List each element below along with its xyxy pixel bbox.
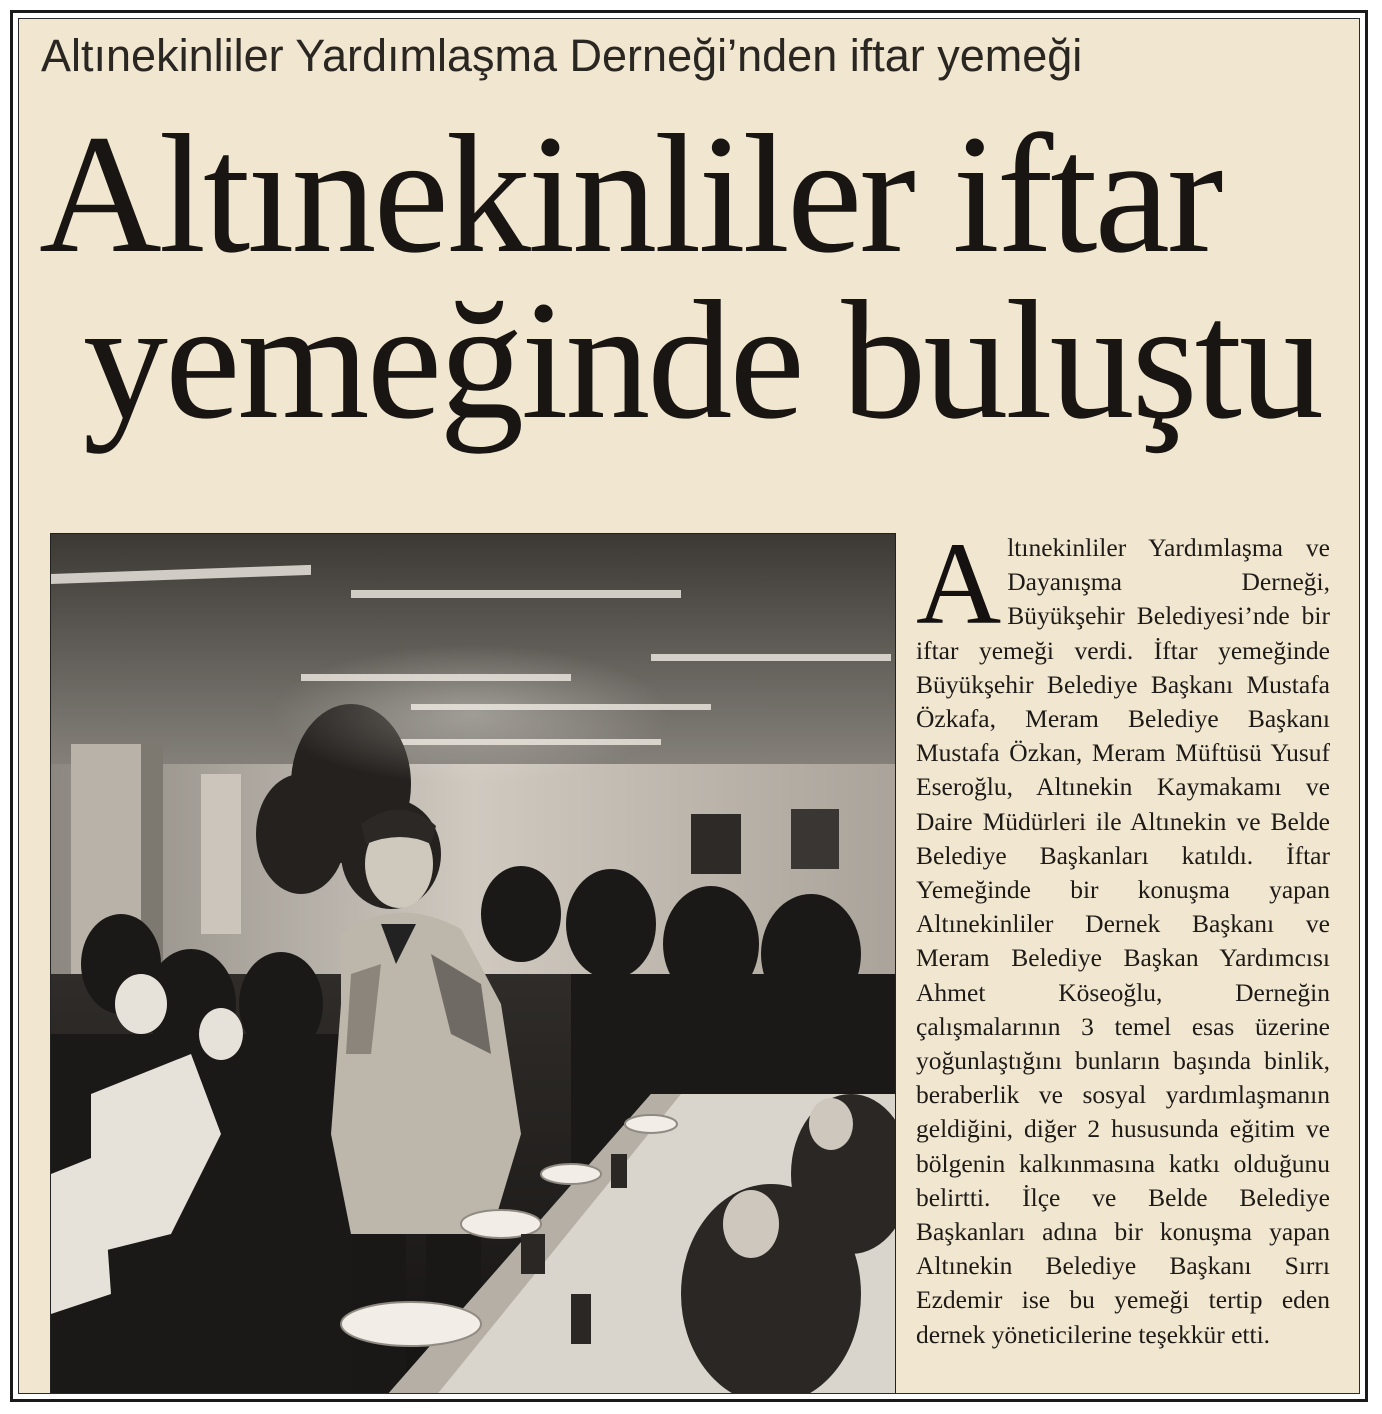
newspaper-clipping: [18, 18, 1360, 1394]
article-body-text: ltınekinliler Yardımlaşma ve Dayanışma Derneği, Büyükşehir Belediyesi’nde bir iftar yemeği verdi. İftar yemeğinde Büyükşehir Belediye Başkanı Mustafa Özkafa, Meram Belediye Başkanı Mustafa Özkan, Meram Müftüsü Yusuf Eseroğlu, Altınekin Kaymakamı ve Daire Müdürleri ile Altınekin ve Belde Belediye Başkanları katıldı. İftar Yemeğinde bir konuşma yapan Altınekinliler Dernek Başkanı ve Meram Belediye Başkan Yardımcısı Ahmet Köseoğlu, Derneğin çalışmalarının 3 temel esas üzerine yoğunlaştığını bunların başında binlik, beraberlik ve sosyal yardımlaşmanın geldiğini, diğer 2 hususunda eğitim ve bölgenin kalkınmasına katkı olduğunu belirtti. İlçe ve Belde Belediye Başkanları adına bir konuşma yapan Altınekin Belediye Başkanı Sırrı Ezdemir ise bu yemeği tertip eden dernek yöneticilerine teşekkür etti.: [916, 533, 1330, 1349]
headline-line-1: Altınekinliler iftar: [39, 100, 1221, 288]
headline-line-2: yemeğinde buluştu: [83, 266, 1321, 454]
drop-cap: A: [916, 518, 1002, 649]
article-body: [916, 518, 1330, 1352]
article-kicker: Altınekinliler Yardımlaşma Derneği’nden iftar yemeği: [41, 30, 1083, 81]
iftar-dinner-photo: [51, 534, 896, 1394]
article-photo: [50, 533, 896, 1394]
article-headline: [39, 100, 1349, 454]
